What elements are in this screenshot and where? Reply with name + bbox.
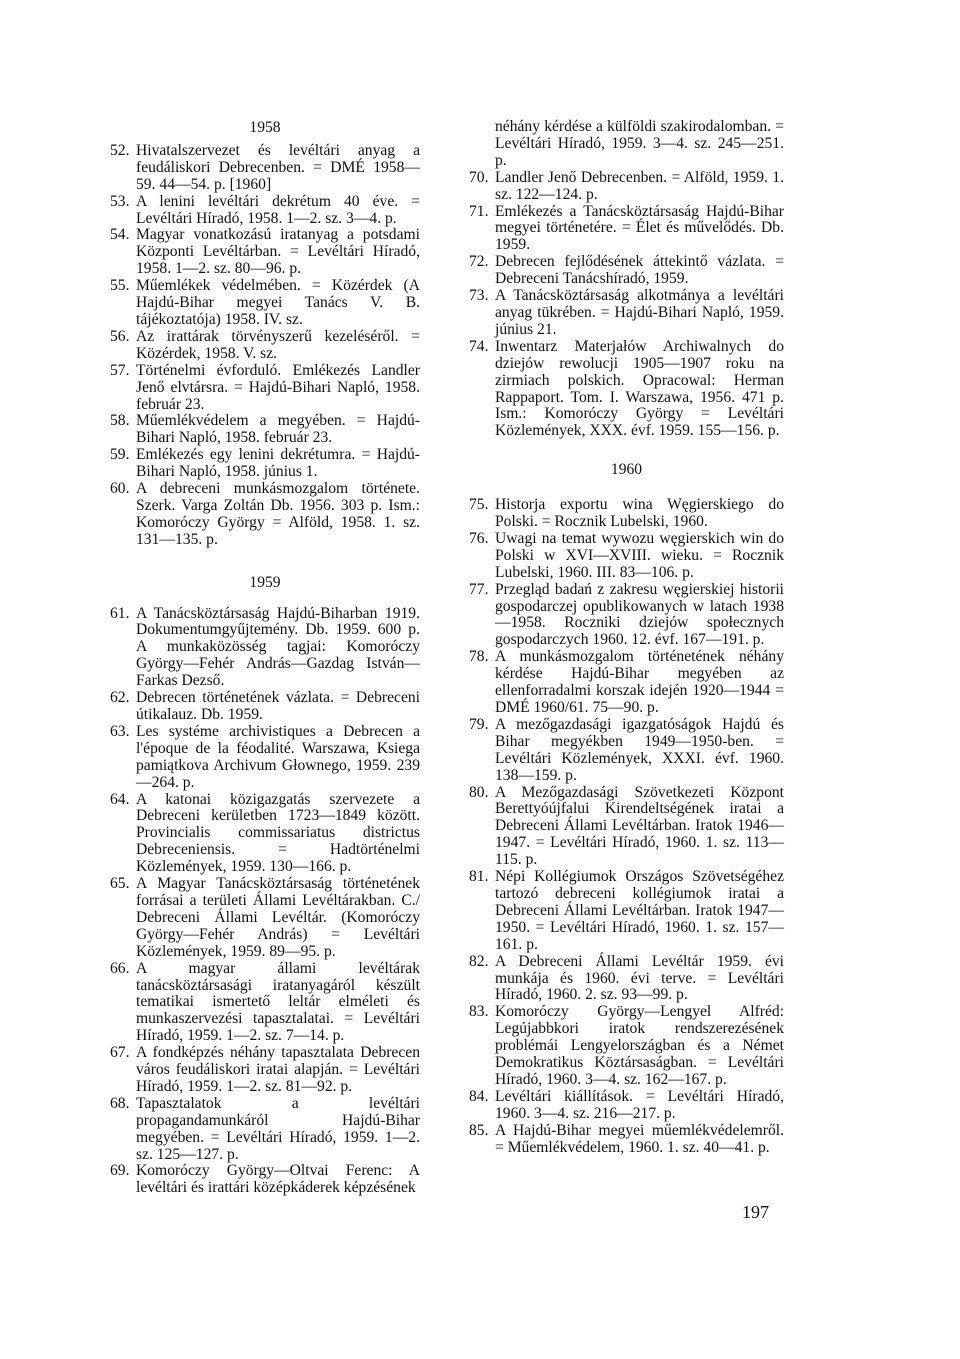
entry-text: Debrecen fejlődésének áttekintő vázlata. = Debreceni Tanácshíradó, 1959. [495,253,784,288]
entry-number: 54. [110,226,130,244]
left-column [110,120,420,1197]
entry-text: Történelmi évforduló. Emlékezés Landler Jenő elvtársra. = Hajdú-Bihari Napló, 1958. február 23. [136,361,420,413]
bibliography-entry [110,1163,420,1197]
entry-number: 52. [110,141,130,159]
entry-number: 53. [110,192,130,210]
entry-number: 73. [469,287,489,305]
entry-number: 72. [469,253,489,271]
entry-text: A magyar állami levéltárak tanácsköztársasági iratanyagáról készült tematikai ismertető leltár elméleti és munkaszervezési tapasztalatai. = Levéltári Híradó, 1959. 1—2. sz. 7—14. p. [136,959,420,1045]
continuation-entry [469,119,784,170]
entry-number: 82. [469,952,489,970]
bibliography-entry [110,329,420,363]
entry-text: Historja exportu wina Węgierskiego do Polski. = Rocznik Lubelski, 1960. [495,496,784,531]
entry-number: 58. [110,412,130,430]
bibliography-entry [469,254,784,288]
bibliography-entry [110,413,420,447]
entry-text: A katonai közigazgatás szervezete a Debreceni kerületben 1723—1849 között. Provincialis commissariatus districtus Debreceniensis. = Hadtörténelmi Közlemények, 1959. 130—166. p. [136,790,420,876]
bibliography-entry [110,278,420,329]
entry-number: 66. [110,959,130,977]
page-number: 197 [742,1202,769,1222]
bibliography-entry [110,227,420,278]
entry-text: Emlékezés egy lenini dekrétumra. = Hajdú-Bihari Napló, 1958. június 1. [136,446,420,481]
bibliography-entry [110,690,420,724]
bibliography-entry [469,170,784,204]
entry-number: 56. [110,327,130,345]
year-heading-1958: 1958 [249,119,281,136]
entry-number: 76. [469,529,489,547]
entry-number: 74. [469,337,489,355]
bibliography-entry [469,1123,784,1157]
entry-number: 62. [110,689,130,707]
bibliography-entry [110,1096,420,1164]
bibliography-entry [469,288,784,339]
entry-number: 81. [469,868,489,886]
entry-number: 84. [469,1087,489,1105]
entry-number: 61. [110,604,130,622]
entry-number: 55. [110,277,130,295]
entry-text: Tapasztalatok a levéltári propagandamunkáról Hajdú-Bihar megyében. = Levéltári Híradó, 1959. 1—2. sz. 125—127. p. [136,1094,420,1163]
entry-number: 83. [469,1003,489,1021]
entry-number: 75. [469,496,489,514]
bibliography-entry [110,606,420,691]
entry-text: A lenini levéltári dekrétum 40 éve. = Levéltári Híradó, 1958. 1—2. sz. 3—4. p. [136,192,420,227]
entry-number: 79. [469,715,489,733]
bibliography-entry [110,724,420,792]
entry-text: A munkásmozgalom történetének néhány kérdése Hajdú-Bihar megyében az ellenforradalmi korszak idején 1920—1944 = DMÉ 1960/61. 75—90. p. [495,648,784,716]
right-column [469,119,784,1156]
bibliography-entry [469,531,784,582]
entry-text: Komoróczy György—Lengyel Alfréd: Legújabbkori iratok rendszerezésének problémái Lengyelországban és a Német Demokratikus Köztársaságban. = Levéltári Híradó, 1960. 3—4. sz. 162—167. p. [495,1003,784,1088]
entry-text: Műemlékek védelmében. = Közérdek (A Hajdú-Bihar megyei Tanács V. B. tájékoztatója) 1958. IV. sz. [136,277,420,328]
entry-number: 63. [110,722,130,740]
bibliography-entry [110,194,420,228]
bibliography-entry [110,876,420,961]
bibliography-entry [469,869,784,954]
bibliography-entry [469,1004,784,1089]
entry-number: 70. [469,168,489,186]
entry-text: Debrecen történetének vázlata. = Debreceni útikalauz. Db. 1959. [136,689,420,723]
bibliography-entry [469,717,784,785]
entry-text: Przegląd badań z zakresu węgierskiej historii gospodarczej opublikowanych w latach 1938—1958. Roczniki dziejów społecznych gospodarczych 1960. 12. évf. 167—191. p. [495,580,784,649]
entry-text: néhány kérdése a külföldi szakirodalomban. = Levéltári Híradó, 1959. 3—4. sz. 245—251. p. [495,118,784,169]
entry-number: 59. [110,446,130,464]
entry-number: 60. [110,480,130,498]
entries-1958 [110,143,420,549]
entry-text: Műemlékvédelem a megyében. = Hajdú-Bihari Napló, 1958. február 23. [136,412,420,447]
bibliography-entry [469,204,784,255]
bibliography-entry [469,497,784,531]
entry-text: Népi Kollégiumok Országos Szövetségéhez tartozó debreceni kollégiumok iratai a Debreceni Állami Levéltárban. Iratok 1947—1950. = Levéltári Híradó, 1960. 1. sz. 157—161. p. [495,868,784,953]
bibliography-entry [110,143,420,194]
entry-number: 57. [110,361,130,379]
entries-1960 [469,497,784,1156]
entry-text: Az irattárak törvényszerű kezeléséről. = Közérdek, 1958. V. sz. [136,327,420,362]
entry-number: 69. [110,1162,130,1180]
bibliography-entry [469,582,784,650]
entry-text: Komoróczy György—Oltvai Ferenc: A levéltári és irattári középkáderek képzésének [136,1162,420,1197]
bibliography-entry [469,649,784,717]
entry-number: 78. [469,648,489,666]
entry-number: 67. [110,1044,130,1062]
entry-number: 80. [469,783,489,801]
entry-number: 64. [110,790,130,808]
entry-text: Inwentarz Materjałów Archiwalnych do dziejów rewolucji 1905—1907 roku na zirmiach polskich. Opracowal: Herman Rappaport. Tom. I. Warszawa, 1956. 471 p. Ism.: Komoróczy György = Levéltári Közlemények, XXX. évf. 1959. 155—156. p. [495,337,784,440]
year-heading-1960: 1960 [610,461,643,479]
entry-text: A Hajdú-Bihar megyei műemlékvédelemről. = Műemlékvédelem, 1960. 1. sz. 40—41. p. [495,1121,784,1156]
entry-number: 71. [469,202,489,220]
entry-text: A Debreceni Állami Levéltár 1959. évi munkája és 1960. évi terve. = Levéltári Híradó, 1960. 2. sz. 93—99. p. [495,952,784,1004]
entry-text: Levéltári kiállítások. = Levéltári Híradó, 1960. 3—4. sz. 216—217. p. [495,1087,784,1122]
bibliography-entry [469,785,784,870]
bibliography-entry [110,1045,420,1096]
entries-1959-continued [469,170,784,441]
entry-text: A Magyar Tanácsköztársaság történetének forrásai a területi Állami Levéltárakban. C./ Debreceni Állami Levéltár. (Komoróczy György—Fehér András) = Levéltári Közlemények, 1959. 89—95. p. [136,875,420,960]
entry-number: 65. [110,875,130,893]
bibliography-entry [110,961,420,1046]
bibliography-entry [110,447,420,481]
entry-text: Emlékezés a Tanácsköztársaság Hajdú-Bihar megyei történetére. = Élet és művelődés. Db. 1959. [495,202,784,254]
entry-number: 68. [110,1094,130,1112]
bibliography-entry [110,792,420,877]
entry-number: 77. [469,580,489,598]
entry-text: A Tanácsköztársaság alkotmánya a levéltári anyag tükrében. = Hajdú-Bihari Napló, 1959. június 21. [495,287,784,338]
entry-text: A debreceni munkásmozgalom története. Szerk. Varga Zoltán Db. 1956. 303 p. Ism.: Komoróczy György = Alföld, 1958. 1. sz. 131—135. p. [136,480,420,548]
bibliography-entry [110,363,420,414]
entry-text: A mezőgazdasági igazgatóságok Hajdú és Bihar megyékben 1949—1950-ben. = Levéltári Közlemények, XXXI. évf. 1960. 138—159. p. [495,715,784,784]
bibliography-entry [469,1089,784,1123]
entry-text: Magyar vonatkozású iratanyag a potsdami Központi Levéltárban. = Levéltári Híradó, 1958. 1—2. sz. 80—96. p. [136,226,420,278]
entries-1959 [110,606,420,1198]
entry-text: Hivatalszervezet és levéltári anyag a feudáliskori Debrecenben. = DMÉ 1958—59. 44—54. p. [1960] [136,141,420,193]
entry-text: Uwagi na temat wywozu węgierskich win do Polski w XVI—XVIII. wieku. = Rocznik Lubelski, 1960. III. 83—106. p. [495,529,784,581]
bibliography-entry [110,481,420,549]
bibliography-entry [469,339,784,440]
entry-text: Landler Jenő Debrecenben. = Alföld, 1959. 1. sz. 122—124. p. [495,168,784,203]
bibliography-entry [469,954,784,1005]
year-heading-1959: 1959 [249,573,281,591]
entry-text: A Mezőgazdasági Szövetkezeti Központ Berettyóújfalui Kirendeltségének iratai a Debreceni Állami Levéltárban. Iratok 1946—1947. = Levéltári Híradó, 1960. 1. sz. 113—115. p. [495,783,784,869]
entry-text: Les systéme archivistiques a Debrecen a l'époque de la féodalité. Warszawa, Ksiega pamiątkova Archivum Głownego, 1959. 239—264. p. [136,722,420,791]
entry-text: A Tanácsköztársaság Hajdú-Biharban 1919. Dokumentumgyűjtemény. Db. 1959. 600 p. A munkaközösség tagjai: Komoróczy György—Fehér András—Gazdag István—Farkas Dezső. [136,604,420,690]
entry-number: 85. [469,1121,489,1139]
entry-text: A fondképzés néhány tapasztalata Debrecen város feudáliskori iratai alapján. = Levéltári Híradó, 1959. 1—2. sz. 81—92. p. [136,1044,420,1095]
